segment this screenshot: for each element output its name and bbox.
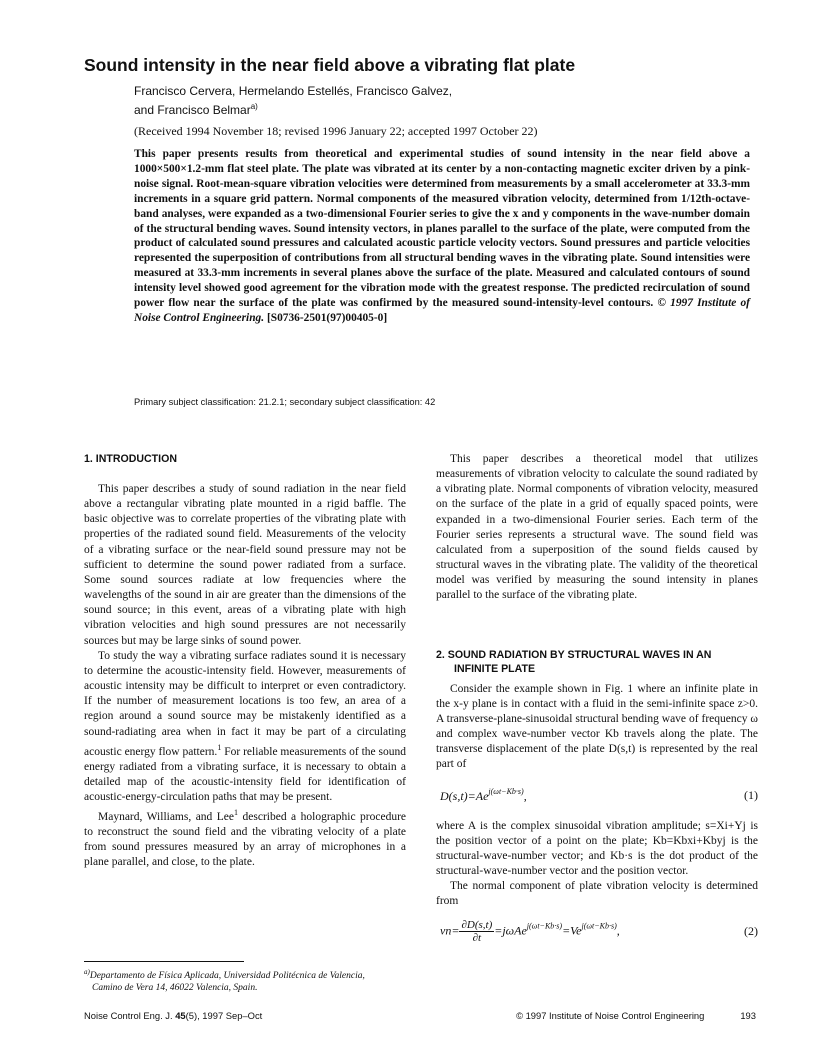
right-column: [436, 452, 758, 953]
equation-1-expression: [436, 787, 527, 804]
author-affiliation-footnote: [84, 966, 414, 994]
equation-1-number: (1): [744, 788, 758, 802]
journal-volume: 45: [175, 1010, 186, 1021]
journal-issue-date: (5), 1997 Sep–Oct: [185, 1010, 263, 1021]
equation-2-exponent-2: j(ωt−Kb·s): [581, 921, 617, 931]
authors-line-2-text: and Francisco Belmar: [134, 103, 251, 117]
authors-line-2: [134, 99, 694, 118]
equation-2-denominator: ∂t: [472, 931, 482, 944]
author-list: [134, 84, 694, 118]
section-heading-sound-radiation: 2. SOUND RADIATION BY STRUCTURAL WAVES IN AN INFINITE PLATE: [436, 648, 712, 675]
section2-paragraph-3: The normal component of plate vibration velocity is determined from: [436, 880, 758, 908]
equation-2-tail: ,: [616, 923, 620, 938]
footnote-line-2: Camino de Vera 14, 46022 Valencia, Spain.: [92, 983, 258, 994]
equation-2-lhs: vn=: [440, 923, 460, 938]
page-footer: [84, 1010, 756, 1021]
abstract: [134, 147, 750, 326]
page-number: 193: [740, 1010, 756, 1021]
equation-1-lhs: D(s,t)=Ae: [440, 789, 489, 803]
footnote-line-1: [84, 966, 414, 982]
equation-2-expression: [436, 919, 620, 944]
equation-2-middle: =jωAe: [494, 923, 527, 938]
equation-2: [436, 909, 758, 953]
footer-copyright: © 1997 Institute of Noise Control Engineering: [516, 1010, 705, 1021]
footnote-rule: [84, 961, 244, 962]
equation-2-exponent-1: j(ωt−Kb·s): [526, 921, 563, 931]
right-paragraph-1: This paper describes a theoretical model that utilizes measurements of vibration velocity to calculate the sound radiated by a vibrating plate. Normal components of vibration velocity, measured on the surface of the plate in a grid of equally spaced points, were expanded in a two-dimensional Fourier series. Each term of the Fourier series represents a structural wave. The sound field was calculated from a superposition of the sound fields caused by structural waves in the vibrating plate. The validity of the theoretical model was verified by measuring the sound intensity in planes parallel to the surface of the vibrating plate.: [436, 453, 758, 602]
equation-2-fraction: [459, 919, 494, 944]
section-heading-introduction: 1. INTRODUCTION: [84, 453, 177, 465]
intro-paragraph-3-a: Maynard, Williams, and Lee: [98, 810, 235, 823]
footer-right: [516, 1010, 756, 1021]
abstract-text: This paper presents results from theoretical and experimental studies of sound intensity in the near field above a 1000×500×1.2-mm flat steel plate. The plate was vibrated at its center by a non-contacting magnetic exciter driven by a pink-noise signal. Root-mean-square vibration velocities were determined from measurements by a small accelerometer at 33.3-mm increments in a square grid pattern. Normal components of the measured vibration velocity, determined from 1/12th-octave-band analyses, were expanded as a two-dimensional Fourier series to give the x and y components in the wave-number domain of the structural bending waves. Sound intensity vectors, in planes parallel to the surface of the plate, were computed from the product of calculated sound pressures and calculated acoustic particle velocity vectors. Sound pressures and particle velocities represented the superposition of contributions from all structural bending waves in the vibrating plate. Sound intensities were measured at 33.3-mm increments in several planes above the surface of the plate. Measured and calculated contours of sound intensity level showed good agreement for the vibration mode with the greatest response. The predicted recirculation of sound power flow near the surface of the plate was confirmed by the measured sound-intensity-level contours.: [134, 148, 750, 310]
authors-line-1: Francisco Cervera, Hermelando Estellés, Francisco Galvez,: [134, 84, 453, 98]
equation-2-number: (2): [744, 923, 758, 938]
section2-paragraph-1: Consider the example shown in Fig. 1 where an infinite plate in the x-y plane is in contact with a fluid in the semi-infinite space z>0. A transverse-plane-sinusoidal structural bending wave of frequency ω and complex wave-number vector Kb travels along the plate. The transverse displacement of the plate D(s,t) is represented by the real part of: [436, 682, 758, 771]
journal-citation: [84, 1010, 262, 1021]
equation-1: [436, 779, 758, 813]
intro-paragraph-3: [84, 805, 406, 870]
intro-paragraph-2-a: To study the way a vibrating surface radiates sound it is necessary to determine the acoustic-intensity field. However, measurements of acoustic intensity may be difficult to interpret or even contradictory. If the number of measurement locations is too few, an area of a region around a sound source may be mistakenly identified as a sound-radiating area when in fact it may be part of a circulating acoustic energy flow pattern.: [84, 649, 406, 758]
footnote-text-1: Departamento de Física Aplicada, Universidad Politécnica de Valencia,: [89, 971, 365, 982]
paper-title: Sound intensity in the near field above a vibrating flat plate: [84, 55, 576, 75]
reference-marker: 1: [217, 742, 222, 752]
intro-paragraph-2: [84, 649, 406, 805]
left-column: [84, 452, 406, 871]
intro-paragraph-1: This paper describes a study of sound radiation in the near field above a rectangular vibrating plate mounted in a rigid baffle. The basic objective was to correlate properties of the vibrating plate with properties of the radiated sound field. Measurements of the velocity of a vibrating surface or the near-field sound pressure may not be sufficient to determine the sound power radiated from a surface. Some sound sources radiate at low frequencies where the wavelengths of the sound in air are greater than the dimensions of the sound source; in this event, areas of a vibrating plate with high vibration velocities and high sound pressures are not necessarily sources but may be large sinks of sound power.: [84, 483, 406, 647]
reference-marker: 1: [234, 808, 239, 818]
footnote-marker: a): [84, 968, 90, 976]
doi: [S0736-2501(97)00405-0]: [266, 311, 388, 324]
abstract-copyright: © 1997 Institute of Noise Control Engineering.: [134, 297, 750, 324]
subject-classification: Primary subject classification: 21.2.1; secondary subject classification: 42: [134, 397, 436, 407]
equation-1-tail: ,: [523, 789, 527, 803]
section2-paragraph-2: where A is the complex sinusoidal vibration amplitude; s=Xi+Yj is the position vector of a point on the plate; Kb=Kbxi+Kbyj is the structural-wave-number vector; and Kb·s is the dot product of the structural-wave-number vector and the position vector.: [436, 819, 758, 877]
received-dates: (Received 1994 November 18; revised 1996 January 22; accepted 1997 October 22): [134, 124, 538, 138]
intro-paragraph-3-b: described a holographic procedure to reconstruct the sound field and the vibrating velocity of a plate from sound pressures measured by an array of microphones in a plane parallel, and close, to the plate.: [84, 810, 407, 869]
equation-2-middle-2: =Ve: [562, 923, 582, 938]
journal-name: Noise Control Eng. J.: [84, 1010, 173, 1021]
equation-2-numerator: ∂D(s,t): [461, 918, 493, 931]
equation-1-exponent: j(ωt−Kb·s): [488, 787, 524, 796]
author-note-marker: a): [250, 102, 258, 111]
intro-paragraph-2-b: For reliable measurements of the sound energy radiated from a vibrating surface, it is necessary to obtain a detailed map of the acoustic-intensity field for identification of acoustic-energy-circulation paths that may be present.: [84, 745, 406, 803]
